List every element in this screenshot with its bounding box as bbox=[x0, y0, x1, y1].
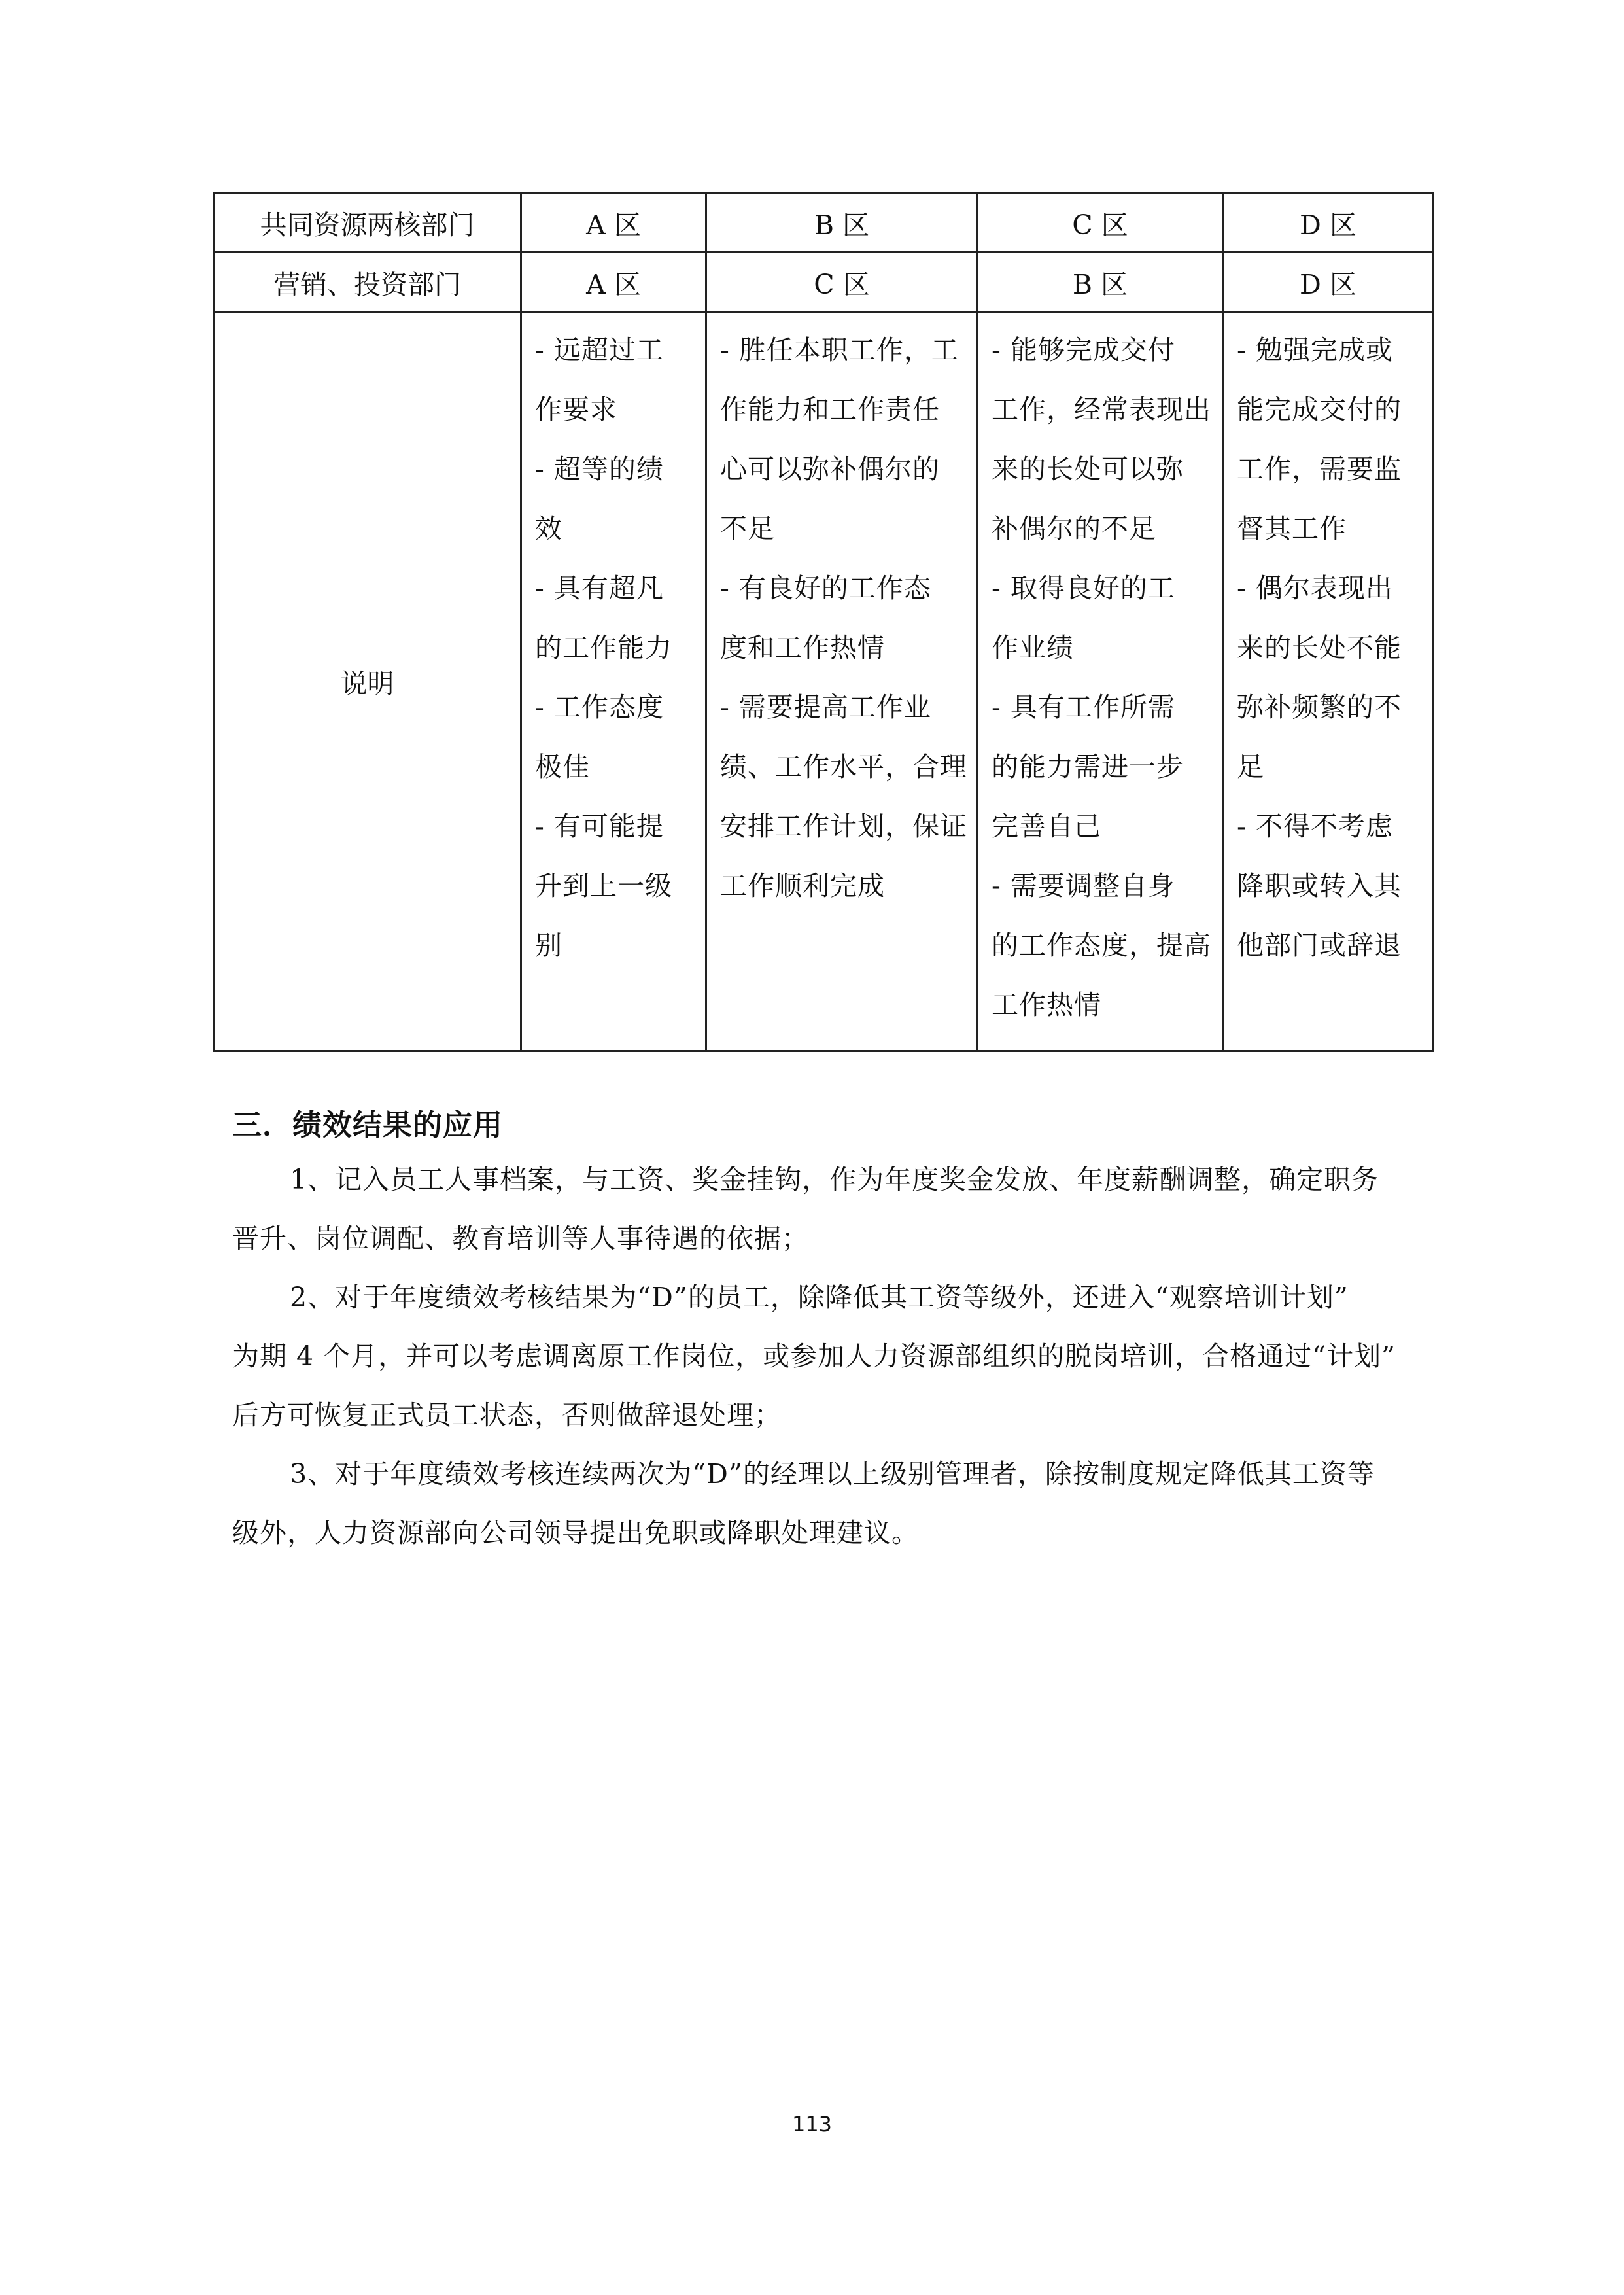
description-line: 作能力和工作责任 bbox=[720, 394, 940, 425]
row-label: 营销、投资部门 bbox=[214, 253, 521, 312]
description-line: - 具有工作所需 bbox=[992, 692, 1175, 723]
description-line: 足 bbox=[1237, 751, 1264, 782]
paragraph-line: 3、对于年度绩效考核连续两次为“D”的经理以上级别管理者，除按制度规定降低其工资等 bbox=[290, 1458, 1375, 1490]
description-line: 工作热情 bbox=[992, 989, 1101, 1021]
description-cell bbox=[1223, 312, 1434, 1051]
table-row bbox=[214, 193, 1434, 253]
zone-cell: B 区 bbox=[978, 253, 1223, 312]
description-line: 降职或转入其 bbox=[1237, 870, 1402, 902]
description-line: 作业绩 bbox=[992, 632, 1074, 663]
zone-cell: C 区 bbox=[978, 193, 1223, 253]
table-row bbox=[214, 312, 1434, 1051]
description-line: 能完成交付的 bbox=[1237, 394, 1402, 425]
description-line: - 需要提高工作业 bbox=[720, 692, 931, 723]
description-line: - 具有超凡 bbox=[535, 572, 664, 604]
description-line: 来的长处可以弥 bbox=[992, 453, 1184, 485]
description-line: 别 bbox=[535, 930, 562, 961]
description-line: 来的长处不能 bbox=[1237, 632, 1402, 663]
paragraph bbox=[232, 1445, 1455, 1562]
description-line: 弥补频繁的不 bbox=[1237, 692, 1402, 723]
paragraph-line: 1、记入员工人事档案，与工资、奖金挂钩，作为年度奖金发放、年度薪酬调整，确定职务 bbox=[290, 1164, 1379, 1195]
paragraph-line: 晋升、岗位调配、教育培训等人事待遇的依据； bbox=[232, 1223, 809, 1254]
description-line: 心可以弥补偶尔的 bbox=[720, 453, 940, 485]
description-line: 完善自己 bbox=[992, 811, 1101, 842]
description-line: 绩、工作水平，合理 bbox=[720, 751, 967, 782]
description-cell bbox=[521, 312, 706, 1051]
description-cell bbox=[978, 312, 1223, 1051]
description-line: - 勉强完成或 bbox=[1237, 334, 1393, 366]
row-label: 说明 bbox=[214, 312, 521, 1051]
description-line: 工作，需要监 bbox=[1237, 453, 1402, 485]
description-line: 他部门或辞退 bbox=[1237, 930, 1402, 961]
description-line: - 需要调整自身 bbox=[992, 870, 1175, 902]
zone-cell: A 区 bbox=[521, 253, 706, 312]
zone-cell: A 区 bbox=[521, 193, 706, 253]
description-line: - 能够完成交付 bbox=[992, 334, 1175, 366]
description-line: 极佳 bbox=[535, 751, 590, 782]
paragraph-line: 级外，人力资源部向公司领导提出免职或降职处理建议。 bbox=[232, 1517, 919, 1549]
description-line: 度和工作热情 bbox=[720, 632, 885, 663]
page-number: 113 bbox=[791, 2112, 833, 2137]
paragraph-line: 为期 4 个月，并可以考虑调离原工作岗位，或参加人力资源部组织的脱岗培训，合格通过“计划” bbox=[232, 1340, 1396, 1372]
description-line: 效 bbox=[535, 513, 562, 544]
description-line: - 偶尔表现出 bbox=[1237, 572, 1393, 604]
description-line: 不足 bbox=[720, 513, 775, 544]
description-line: 工作顺利完成 bbox=[720, 870, 885, 902]
paragraph bbox=[232, 1150, 1455, 1268]
paragraph-line: 2、对于年度绩效考核结果为“D”的员工，除降低其工资等级外，还进入“观察培训计划” bbox=[290, 1282, 1349, 1313]
description-line: 升到上一级 bbox=[535, 870, 672, 902]
description-line: - 胜任本职工作，工 bbox=[720, 334, 959, 366]
description-line: 作要求 bbox=[535, 394, 617, 425]
description-line: - 远超过工 bbox=[535, 334, 664, 366]
description-line: 的能力需进一步 bbox=[992, 751, 1184, 782]
description-line: - 取得良好的工 bbox=[992, 572, 1175, 604]
description-line: - 超等的绩 bbox=[535, 453, 664, 485]
description-cell bbox=[706, 312, 978, 1051]
zone-cell: C 区 bbox=[706, 253, 978, 312]
description-line: 的工作态度，提高 bbox=[992, 930, 1211, 961]
zone-cell: D 区 bbox=[1223, 193, 1434, 253]
paragraph-line: 后方可恢复正式员工状态，否则做辞退处理； bbox=[232, 1399, 782, 1431]
zone-cell: D 区 bbox=[1223, 253, 1434, 312]
row-label: 共同资源两核部门 bbox=[214, 193, 521, 253]
description-line: 督其工作 bbox=[1237, 513, 1347, 544]
paragraph bbox=[232, 1268, 1455, 1445]
description-line: - 有良好的工作态 bbox=[720, 572, 931, 604]
description-line: 工作，经常表现出 bbox=[992, 394, 1211, 425]
section-heading: 三．绩效结果的应用 bbox=[232, 1108, 504, 1142]
performance-zone-table bbox=[213, 192, 1434, 1052]
description-line: - 有可能提 bbox=[535, 811, 664, 842]
table-row bbox=[214, 253, 1434, 312]
description-line: - 不得不考虑 bbox=[1237, 811, 1393, 842]
description-line: 补偶尔的不足 bbox=[992, 513, 1156, 544]
description-line: - 工作态度 bbox=[535, 692, 664, 723]
zone-cell: B 区 bbox=[706, 193, 978, 253]
description-line: 的工作能力 bbox=[535, 632, 672, 663]
description-line: 安排工作计划，保证 bbox=[720, 811, 967, 842]
